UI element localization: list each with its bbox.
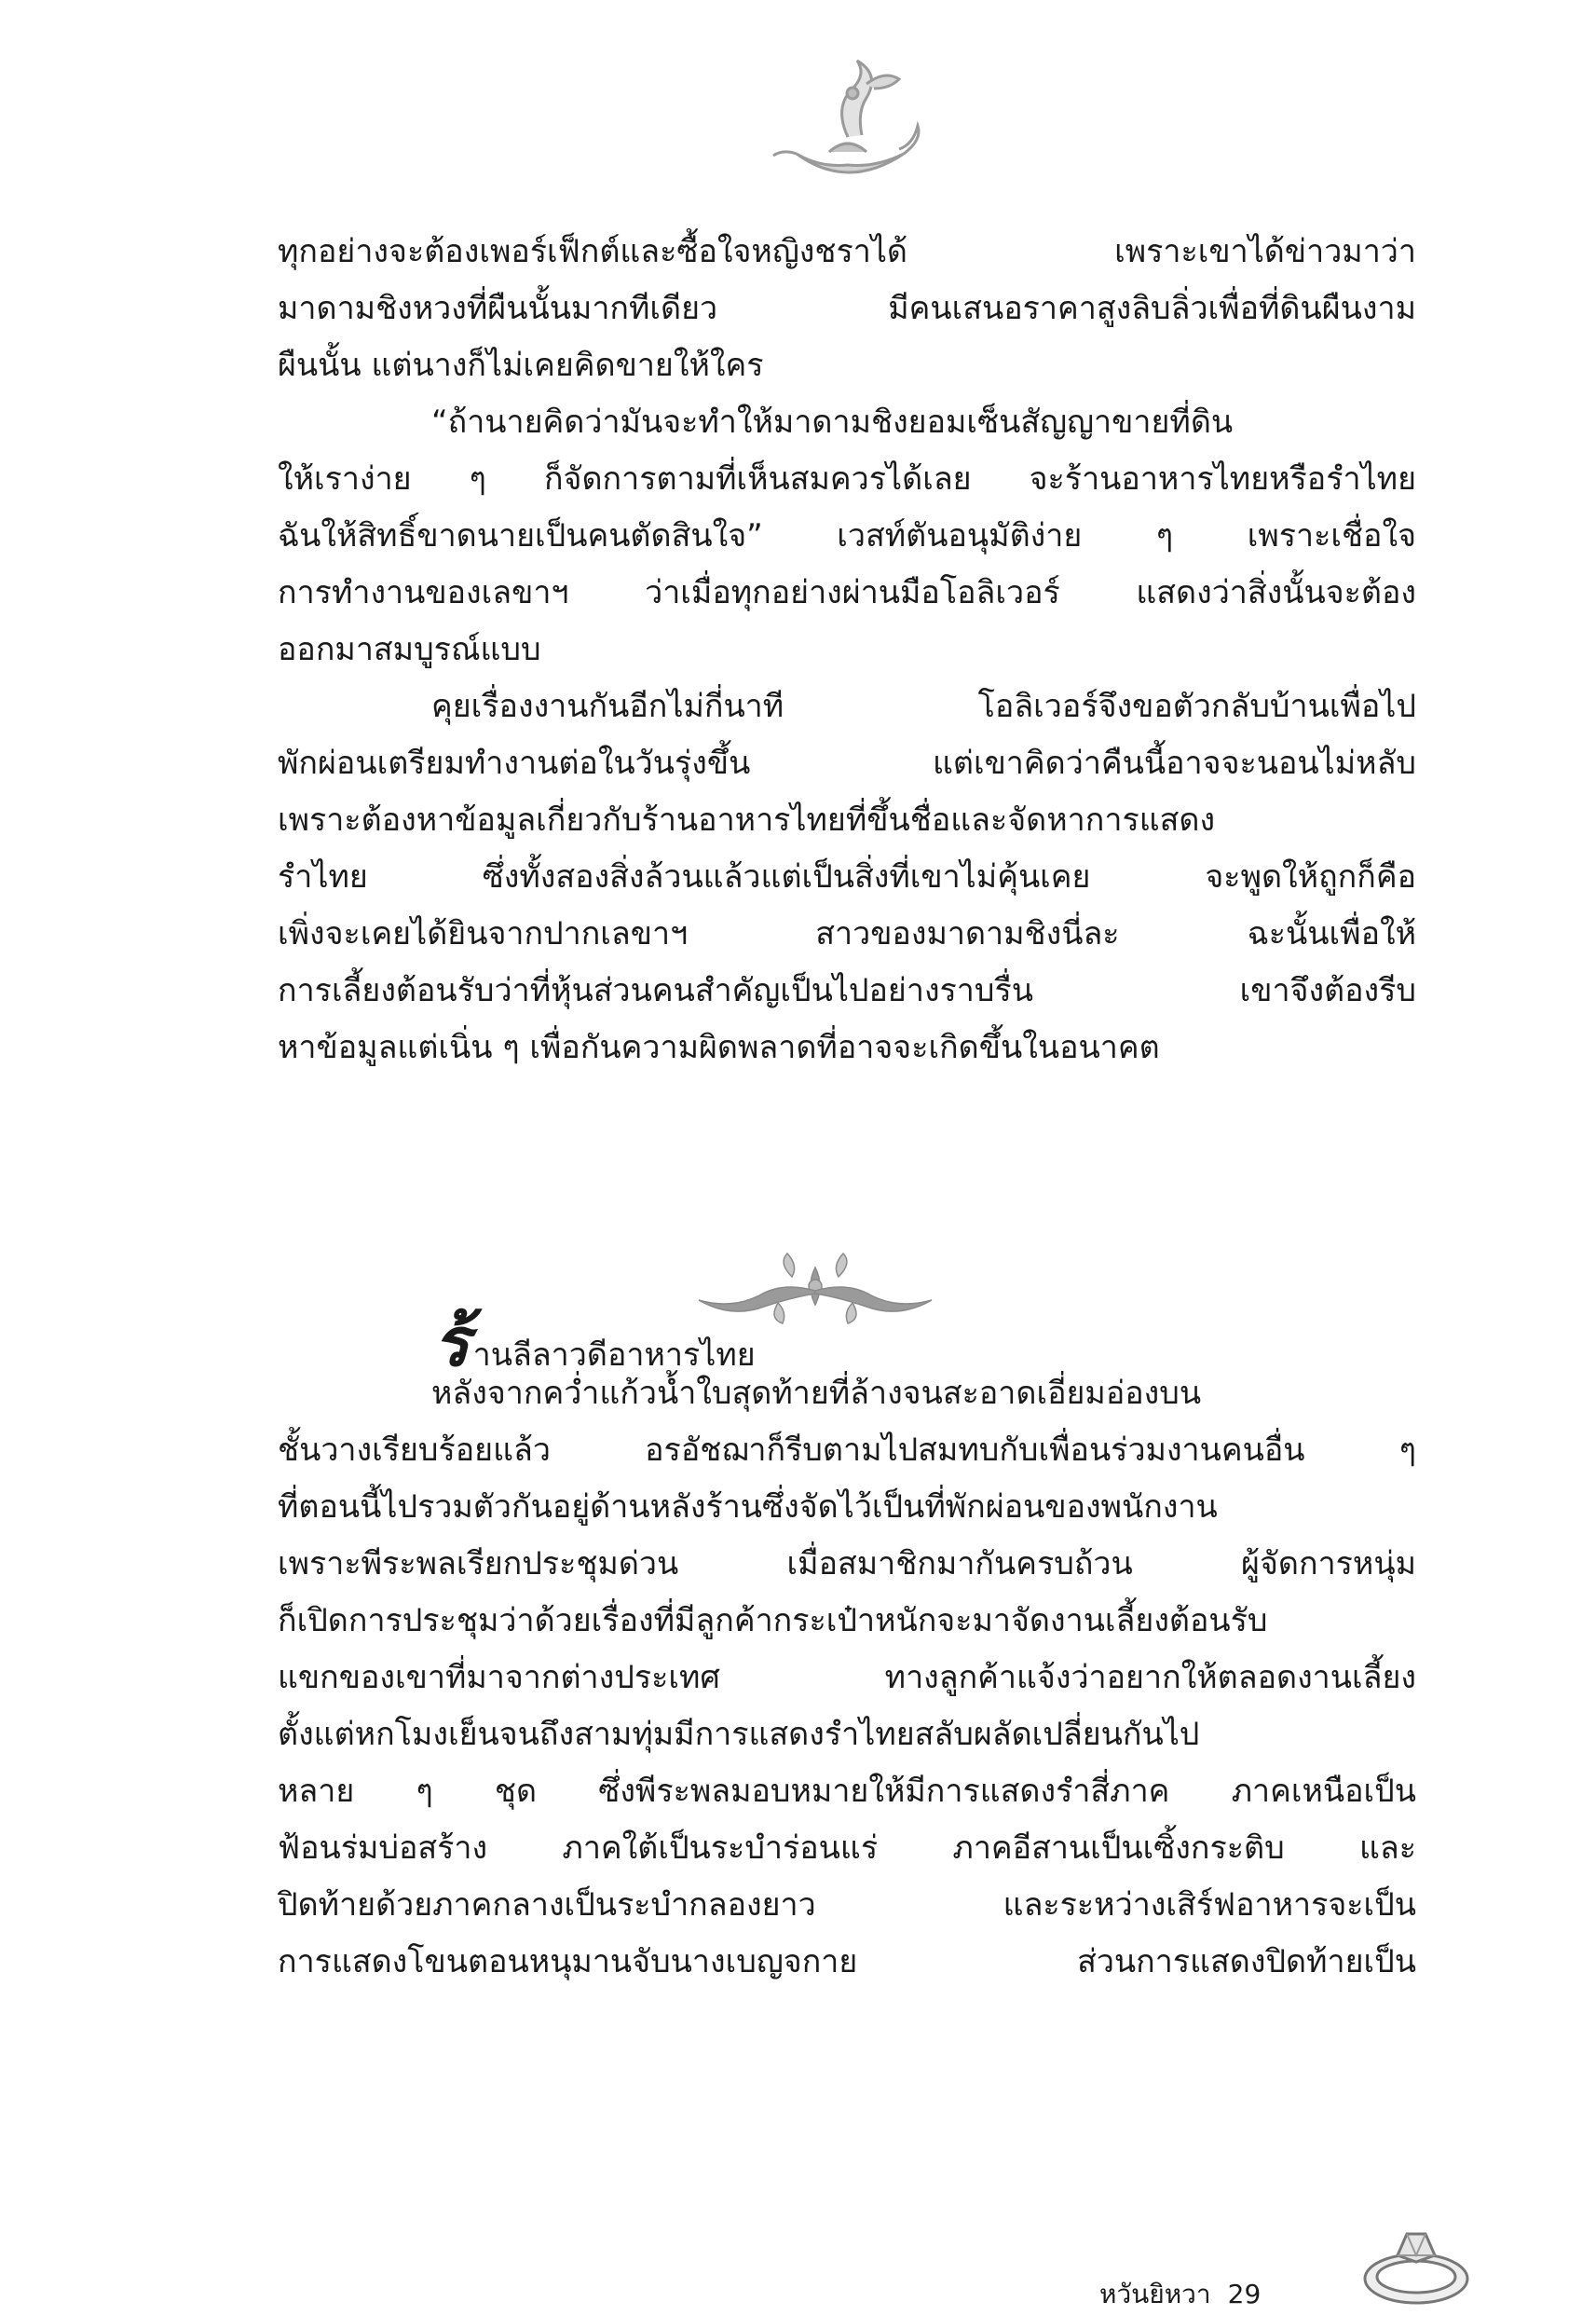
section-heading-text: านลีลาวดีอาหารไทย [472,1336,756,1374]
text-line: “ถ้านายคิดว่ามันจะทำให้มาดามชิงยอมเซ็นสัญญาขายที่ดิน [431,404,1234,441]
text-line: ปิดท้ายด้วยภาคกลางเป็นระบำกลองยาว และระหว่างเสิร์ฟอาหารจะเป็น [278,1886,1416,1924]
text-line: ให้เราง่าย ๆ ก็จัดการตามที่เห็นสมควรได้เลย จะร้านอาหารไทยหรือรำไทย [278,460,1416,498]
text-line: พักผ่อนเตรียมทำงานต่อในวันรุ่งขึ้น แต่เขาคิดว่าคืนนี้อาจจะนอนไม่หลับ [278,745,1416,782]
text-line: ตั้งแต่หกโมงเย็นจนถึงสามทุ่มมีการแสดงรำไทยสลับผลัดเปลี่ยนกันไป [278,1716,1200,1753]
text-line: การแสดงโขนตอนหนุมานจับนางเบญจกาย ส่วนการแสดงปิดท้ายเป็น [278,1943,1416,1980]
text-line: ชั้นวางเรียบร้อยแล้ว อรอัชฌาก็รีบตามไปสมทบกับเพื่อนร่วมงานคนอื่น ๆ [278,1431,1416,1469]
text-line: หาข้อมูลแต่เนิ่น ๆ เพื่อกันความผิดพลาดที่อาจจะเกิดขึ้นในอนาคต [278,1029,1160,1066]
page-number: 29 [1227,2279,1262,2309]
ring-icon [1356,2223,1477,2311]
text-line: เพราะต้องหาข้อมูลเกี่ยวกับร้านอาหารไทยที่ขึ้นชื่อและจัดหาการแสดง [278,801,1216,839]
text-line: แขกของเขาที่มาจากต่างประเทศ ทางลูกค้าแจ้งว่าอยากให้ตลอดงานเลี้ยง [278,1659,1416,1696]
text-line: การเลี้ยงต้อนรับว่าที่หุ้นส่วนคนสำคัญเป็นไปอย่างราบรื่น เขาจึงต้องรีบ [278,972,1416,1009]
page-footer [1099,2274,1277,2311]
text-line: มาดามชิงหวงที่ผืนนั้นมากทีเดียว มีคนเสนอราคาสูงลิบลิ่วเพื่อที่ดินผืนงาม [278,290,1416,327]
text-line: ที่ตอนนี้ไปรวมตัวกันอยู่ด้านหลังร้านซึ่งจัดไว้เป็นที่พักผ่อนของพนักงาน [278,1488,1218,1526]
body-text-block-1 [278,224,1416,1076]
text-line: หลาย ๆ ชุด ซึ่งพีระพลมอบหมายให้มีการแสดงรำสี่ภาค ภาคเหนือเป็น [278,1773,1416,1810]
text-line: ฟ้อนร่มบ่อสร้าง ภาคใต้เป็นระบำร่อนแร่ ภาคอีสานเป็นเซิ้งกระติบ และ [278,1829,1416,1867]
text-line: ฉันให้สิทธิ์ขาดนายเป็นคนตัดสินใจ” เวสท์ตันอนุมัติง่าย ๆ เพราะเชื่อใจ [278,517,1416,555]
text-line: การทำงานของเลขาฯ ว่าเมื่อทุกอย่างผ่านมือโอลิเวอร์ แสดงว่าสิ่งนั้นจะต้อง [278,574,1416,611]
text-line: คุยเรื่องงานกันอีกไม่กี่นาที โอลิเวอร์จึงขอตัวกลับบ้านเพื่อไป [431,688,1416,725]
genie-lamp-icon [764,51,932,191]
body-text-block-2 [278,1365,1416,1991]
text-line: รำไทย ซึ่งทั้งสองสิ่งล้วนแล้วแต่เป็นสิ่งที่เขาไม่คุ้นเคย จะพูดให้ถูกก็คือ [278,858,1416,896]
text-line: หลังจากคว่ำแก้วน้ำใบสุดท้ายที่ล้างจนสะอาดเอี่ยมอ่องบน [431,1375,1202,1412]
book-title: หวันยิหวา [1099,2279,1211,2309]
text-line: ก็เปิดการประชุมว่าด้วยเรื่องที่มีลูกค้ากระเป๋าหนักจะมาจัดงานเลี้ยงต้อนรับ [278,1602,1268,1639]
text-line: เพราะพีระพลเรียกประชุมด่วน เมื่อสมาชิกมากันครบถ้วน ผู้จัดการหนุ่ม [278,1545,1416,1582]
drop-cap: ร้ [433,1302,470,1381]
text-line: เพิ่งจะเคยได้ยินจากปากเลขาฯ สาวของมาดามชิงนี่ละ ฉะนั้นเพื่อให้ [278,915,1416,952]
text-line: ออกมาสมบูรณ์แบบ [278,631,541,668]
text-line: ผืนนั้น แต่นางก็ไม่เคยคิดขายให้ใคร [278,347,764,384]
text-line: ทุกอย่างจะต้องเพอร์เฟ็กต์และซื้อใจหญิงชราได้ เพราะเขาได้ข่าวมาว่า [278,233,1416,270]
